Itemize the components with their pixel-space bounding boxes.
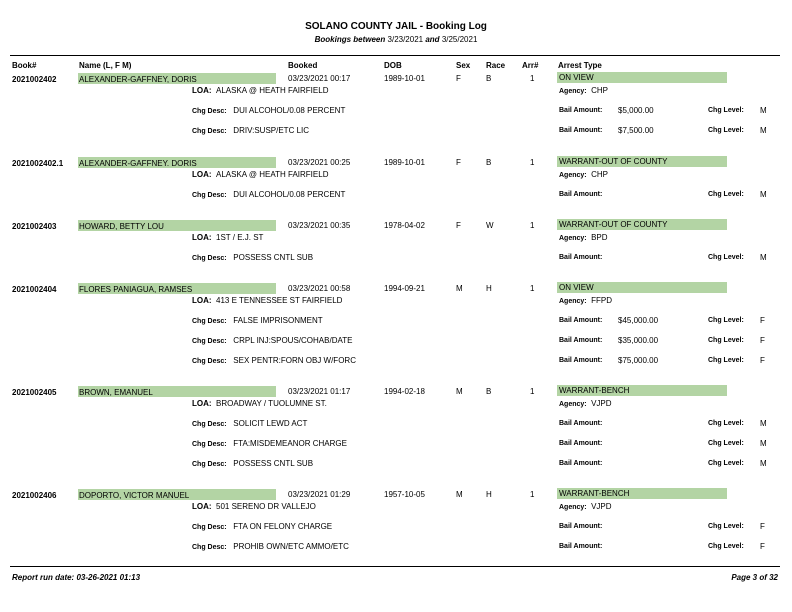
book-number: 2021002402 <box>12 75 57 84</box>
loa-label: LOA: <box>192 399 212 408</box>
chg-desc-label: Chg Desc: <box>192 108 227 115</box>
agency-label: Agency: <box>559 88 587 95</box>
chg-level-label: Chg Level: <box>708 523 744 530</box>
agency-label: Agency: <box>559 504 587 511</box>
chg-desc-value: FTA ON FELONY CHARGE <box>233 522 333 531</box>
arrest-number: 1 <box>530 221 535 230</box>
dob: 1994-09-21 <box>384 284 425 293</box>
chg-level-label: Chg Level: <box>708 127 744 134</box>
chg-level-value: M <box>760 419 767 428</box>
dob: 1989-10-01 <box>384 158 425 167</box>
chg-level-label: Chg Level: <box>708 420 744 427</box>
race: H <box>486 490 492 499</box>
chg-desc-value: POSSESS CNTL SUB <box>233 253 314 262</box>
bail-amount-label: Bail Amount: <box>559 254 603 261</box>
loa-label: LOA: <box>192 170 212 179</box>
sex: M <box>456 490 463 499</box>
chg-desc-value: DRIV:SUSP/ETC LIC <box>233 126 310 135</box>
dob: 1989-10-01 <box>384 74 425 83</box>
header-name: Name (L, F M) <box>79 61 132 70</box>
bail-amount-label: Bail Amount: <box>559 357 603 364</box>
race: H <box>486 284 492 293</box>
report-subtitle <box>0 35 792 44</box>
chg-level-value: F <box>760 336 765 345</box>
loa-value: 413 E TENNESSEE ST FAIRFIELD <box>216 296 343 305</box>
chg-level-label: Chg Level: <box>708 460 744 467</box>
chg-desc-value: SOLICIT LEWD ACT <box>233 419 308 428</box>
start-date: 3/23/2021 <box>387 35 424 44</box>
bail-amount-label: Bail Amount: <box>559 127 603 134</box>
book-number: 2021002403 <box>12 222 57 231</box>
chg-level-label: Chg Level: <box>708 440 744 447</box>
bail-amount-label: Bail Amount: <box>559 337 603 344</box>
bail-amount-value: $5,000.00 <box>618 106 654 115</box>
chg-desc-label: Chg Desc: <box>192 358 227 365</box>
arrest-type: WARRANT-BENCH <box>559 386 630 395</box>
booked-datetime: 03/23/2021 01:17 <box>288 387 351 396</box>
bail-amount-label: Bail Amount: <box>559 440 603 447</box>
arrest-number: 1 <box>530 490 535 499</box>
sex: F <box>456 158 461 167</box>
loa-label: LOA: <box>192 233 212 242</box>
report-title: SOLANO COUNTY JAIL - Booking Log <box>305 21 487 32</box>
report-run-date: Report run date: 03-26-2021 01:13 <box>12 573 141 582</box>
footer-rule <box>10 566 780 567</box>
arrest-type: ON VIEW <box>559 283 594 292</box>
page-number: Page 3 of 32 <box>731 573 778 582</box>
bail-amount-label: Bail Amount: <box>559 107 603 114</box>
header-dob: DOB <box>384 61 402 70</box>
end-date: 3/25/2021 <box>441 35 478 44</box>
agency-value: CHP <box>591 86 608 95</box>
arrest-type: WARRANT-OUT OF COUNTY <box>559 157 668 166</box>
chg-desc-value: FALSE IMPRISONMENT <box>233 316 323 325</box>
agency-value: CHP <box>591 170 608 179</box>
chg-desc-label: Chg Desc: <box>192 524 227 531</box>
bail-amount-value: $45,000.00 <box>618 316 659 325</box>
loa-label: LOA: <box>192 502 212 511</box>
chg-level-value: M <box>760 253 767 262</box>
chg-desc-value: SEX PENTR:FORN OBJ W/FORC <box>233 356 356 365</box>
booked-datetime: 03/23/2021 00:25 <box>288 158 351 167</box>
sex: M <box>456 284 463 293</box>
dob: 1994-02-18 <box>384 387 425 396</box>
agency-value: FFPD <box>591 296 612 305</box>
chg-desc-value: DUI ALCOHOL/0.08 PERCENT <box>233 190 346 199</box>
chg-desc-label: Chg Desc: <box>192 544 227 551</box>
header-race: Race <box>486 61 506 70</box>
loa-value: 501 SERENO DR VALLEJO <box>216 502 316 511</box>
book-number: 2021002404 <box>12 285 57 294</box>
arrest-number: 1 <box>530 387 535 396</box>
book-number: 2021002402.1 <box>12 159 64 168</box>
book-number: 2021002405 <box>12 388 57 397</box>
race: W <box>486 221 494 230</box>
dob: 1978-04-02 <box>384 221 425 230</box>
race: B <box>486 158 492 167</box>
arrest-number: 1 <box>530 284 535 293</box>
loa-value: ALASKA @ HEATH FAIRFIELD <box>216 86 329 95</box>
and-word: and <box>425 35 440 44</box>
bail-amount-label: Bail Amount: <box>559 460 603 467</box>
chg-level-label: Chg Level: <box>708 317 744 324</box>
chg-desc-label: Chg Desc: <box>192 192 227 199</box>
chg-desc-value: POSSESS CNTL SUB <box>233 459 314 468</box>
bail-amount-value: $75,000.00 <box>618 356 659 365</box>
inmate-name: HOWARD, BETTY LOU <box>79 222 164 231</box>
chg-desc-label: Chg Desc: <box>192 318 227 325</box>
chg-desc-label: Chg Desc: <box>192 421 227 428</box>
loa-value: 1ST / E.J. ST <box>216 233 264 242</box>
inmate-name: ALEXANDER-GAFFNEY. DORIS <box>79 159 197 168</box>
agency-value: VJPD <box>591 502 612 511</box>
bail-amount-label: Bail Amount: <box>559 317 603 324</box>
inmate-name: DOPORTO, VICTOR MANUEL <box>79 491 190 500</box>
race: B <box>486 387 492 396</box>
agency-label: Agency: <box>559 235 587 242</box>
chg-desc-value: FTA:MISDEMEANOR CHARGE <box>233 439 347 448</box>
booked-datetime: 03/23/2021 00:17 <box>288 74 351 83</box>
chg-desc-value: DUI ALCOHOL/0.08 PERCENT <box>233 106 346 115</box>
bail-amount-label: Bail Amount: <box>559 420 603 427</box>
arrest-type: ON VIEW <box>559 73 594 82</box>
chg-level-value: F <box>760 316 765 325</box>
header-arr: Arr# <box>522 61 539 70</box>
chg-level-label: Chg Level: <box>708 357 744 364</box>
inmate-name: ALEXANDER-GAFFNEY, DORIS <box>79 75 197 84</box>
sex: M <box>456 387 463 396</box>
header-booked: Booked <box>288 61 318 70</box>
loa-value: BROADWAY / TUOLUMNE ST. <box>216 399 327 408</box>
arrest-type: WARRANT-BENCH <box>559 489 630 498</box>
chg-level-value: M <box>760 190 767 199</box>
arrest-number: 1 <box>530 74 535 83</box>
chg-level-value: F <box>760 356 765 365</box>
chg-desc-label: Chg Desc: <box>192 255 227 262</box>
sex: F <box>456 74 461 83</box>
booked-datetime: 03/23/2021 00:35 <box>288 221 351 230</box>
dob: 1957-10-05 <box>384 490 425 499</box>
chg-level-label: Chg Level: <box>708 543 744 550</box>
chg-level-label: Chg Level: <box>708 191 744 198</box>
bail-amount-label: Bail Amount: <box>559 523 603 530</box>
bail-amount-value: $7,500.00 <box>618 126 654 135</box>
inmate-name: BROWN, EMANUEL <box>79 388 153 397</box>
agency-label: Agency: <box>559 401 587 408</box>
bail-amount-value: $35,000.00 <box>618 336 659 345</box>
agency-value: VJPD <box>591 399 612 408</box>
chg-desc-value: CRPL INJ:SPOUS/COHAB/DATE <box>233 336 353 345</box>
chg-level-label: Chg Level: <box>708 107 744 114</box>
agency-label: Agency: <box>559 298 587 305</box>
chg-level-value: M <box>760 126 767 135</box>
bail-amount-label: Bail Amount: <box>559 543 603 550</box>
agency-value: BPD <box>591 233 608 242</box>
bail-amount-label: Bail Amount: <box>559 191 603 198</box>
chg-level-label: Chg Level: <box>708 254 744 261</box>
loa-label: LOA: <box>192 86 212 95</box>
chg-level-value: M <box>760 106 767 115</box>
header-arrest-type: Arrest Type <box>558 61 602 70</box>
chg-level-value: M <box>760 439 767 448</box>
header-sex: Sex <box>456 61 471 70</box>
chg-desc-label: Chg Desc: <box>192 441 227 448</box>
race: B <box>486 74 492 83</box>
inmate-name: FLORES PANIAGUA, RAMSES <box>79 285 193 294</box>
header-rule <box>10 55 780 56</box>
subtitle-prefix: Bookings between <box>314 35 386 44</box>
sex: F <box>456 221 461 230</box>
arrest-number: 1 <box>530 158 535 167</box>
header-book: Book# <box>12 61 37 70</box>
chg-level-value: M <box>760 459 767 468</box>
loa-label: LOA: <box>192 296 212 305</box>
arrest-type: WARRANT-OUT OF COUNTY <box>559 220 668 229</box>
chg-desc-label: Chg Desc: <box>192 128 227 135</box>
book-number: 2021002406 <box>12 491 57 500</box>
chg-level-value: F <box>760 522 765 531</box>
loa-value: ALASKA @ HEATH FAIRFIELD <box>216 170 329 179</box>
booked-datetime: 03/23/2021 01:29 <box>288 490 351 499</box>
chg-desc-label: Chg Desc: <box>192 461 227 468</box>
chg-level-label: Chg Level: <box>708 337 744 344</box>
booked-datetime: 03/23/2021 00:58 <box>288 284 351 293</box>
chg-level-value: F <box>760 542 765 551</box>
chg-desc-label: Chg Desc: <box>192 338 227 345</box>
chg-desc-value: PROHIB OWN/ETC AMMO/ETC <box>233 542 349 551</box>
agency-label: Agency: <box>559 172 587 179</box>
